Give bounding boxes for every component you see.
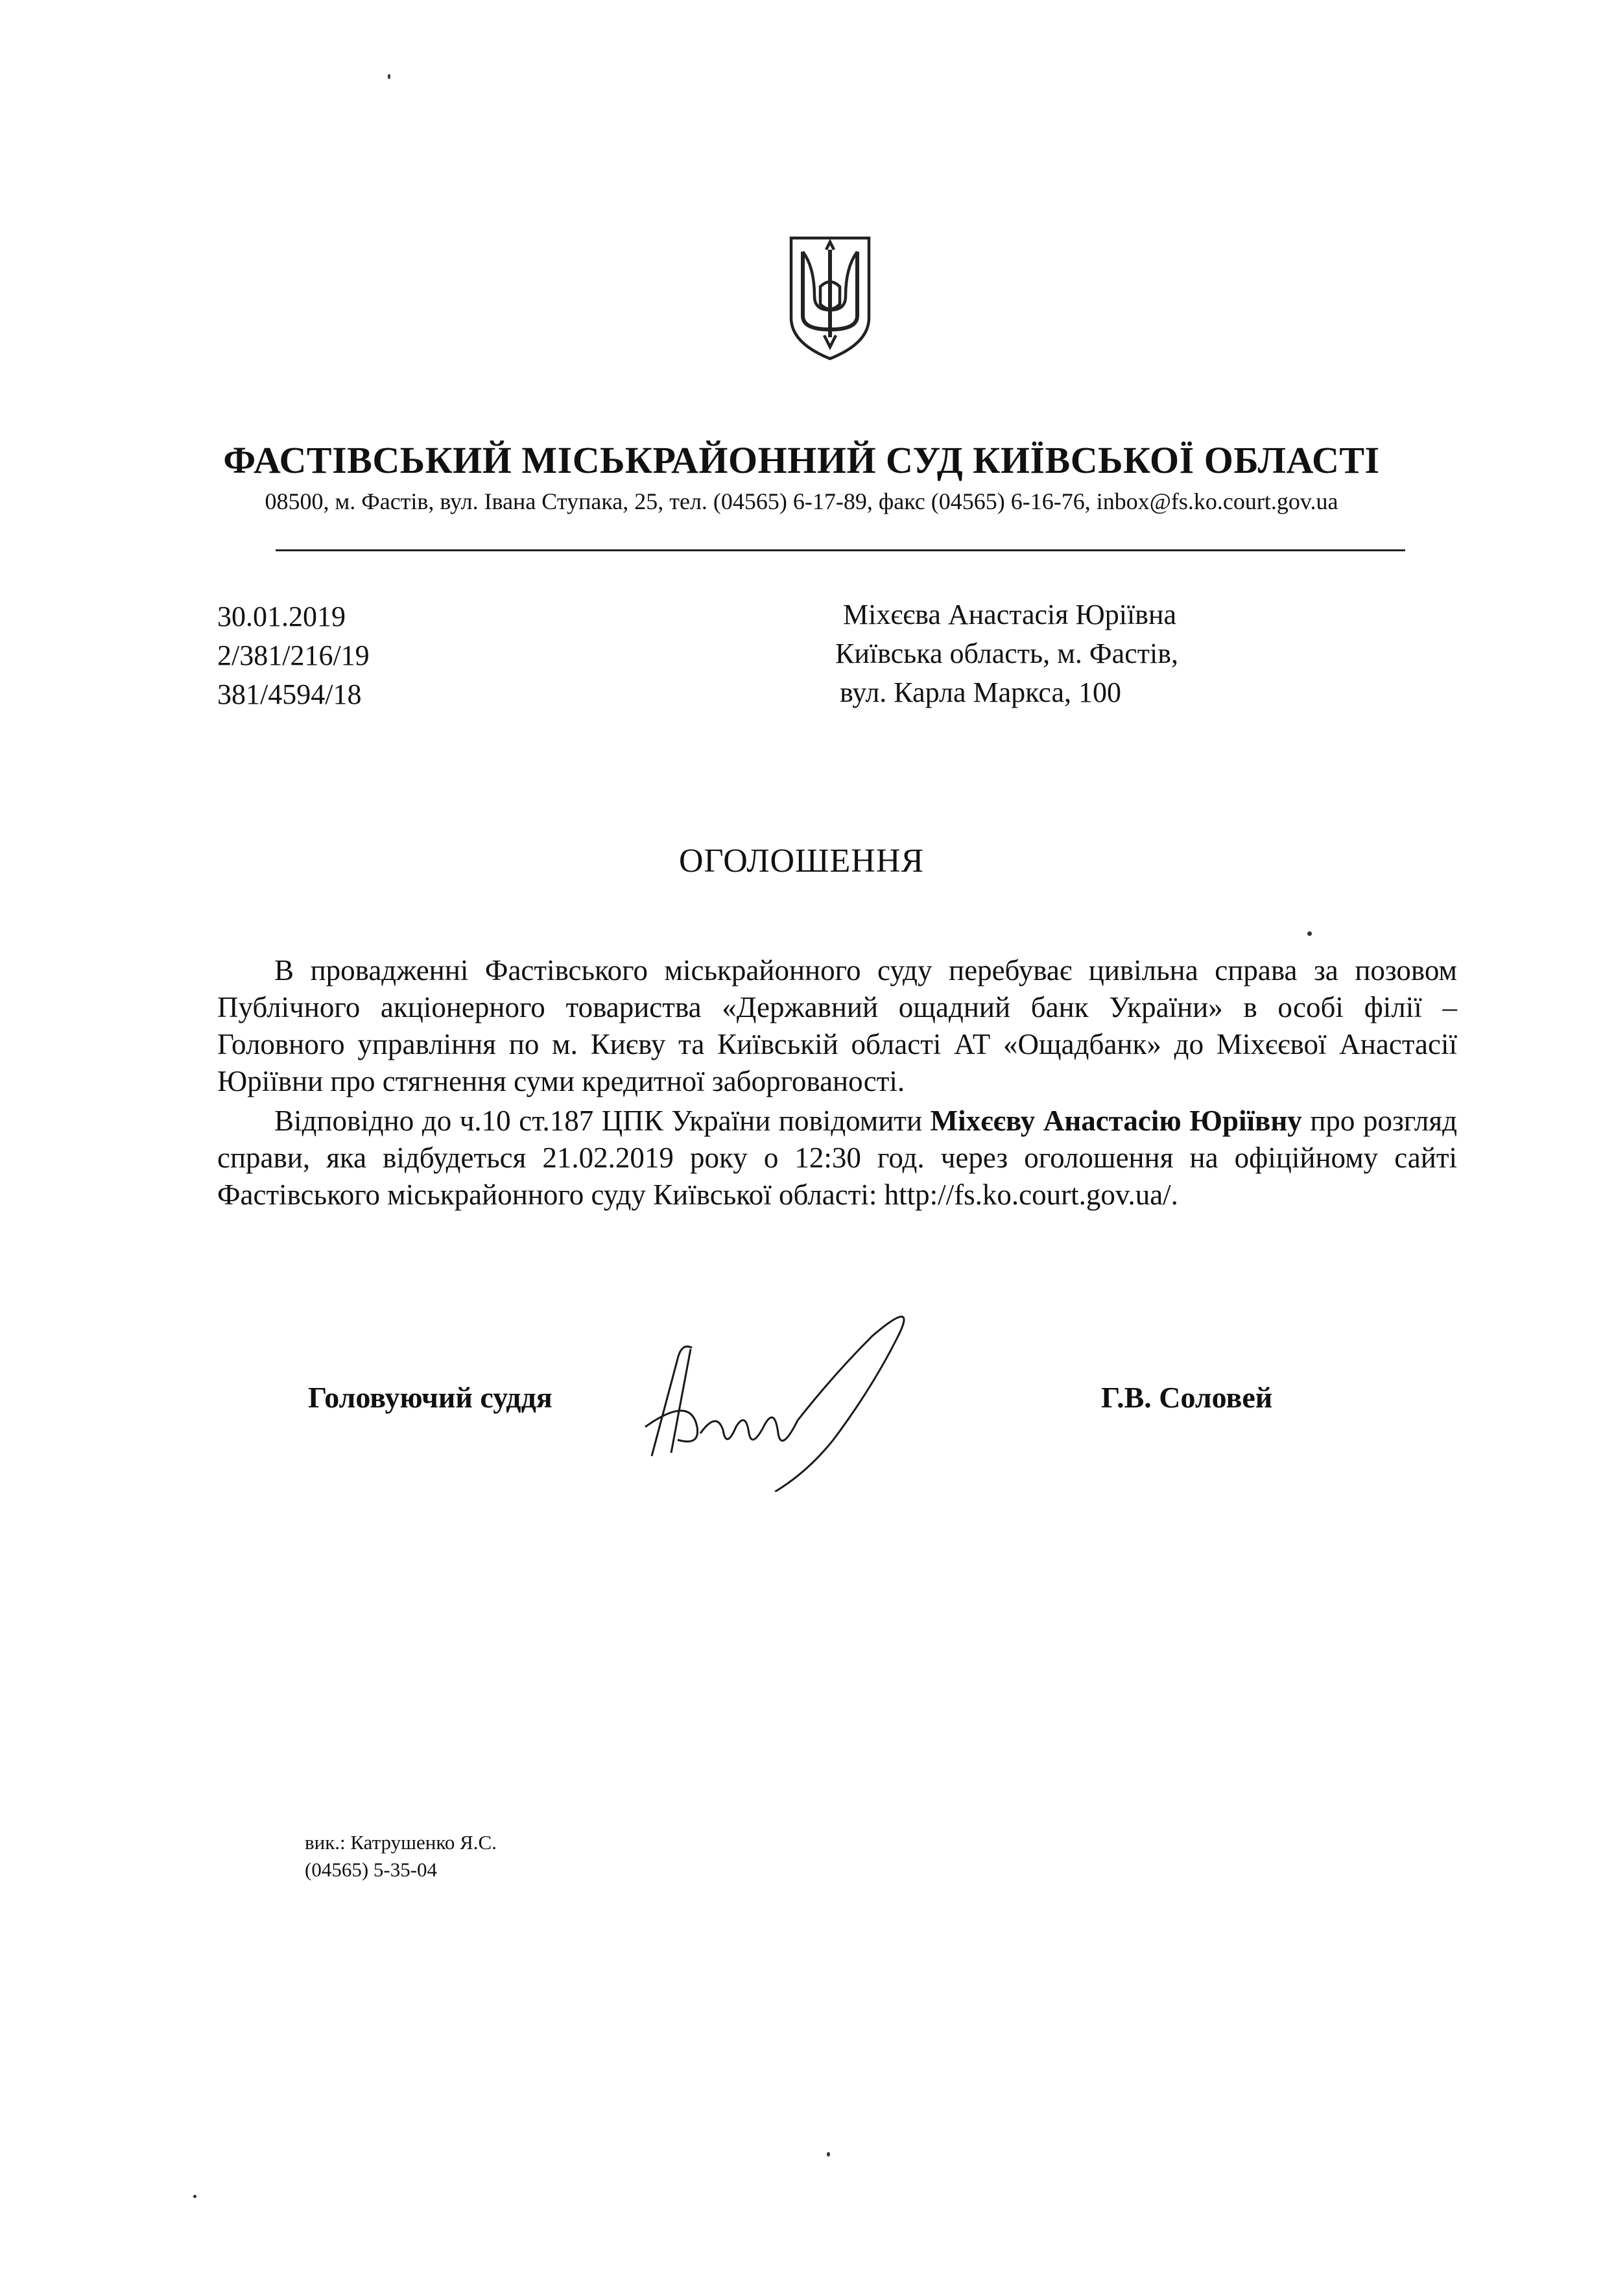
executor-name: вик.: Катрушенко Я.С. (305, 1831, 497, 1854)
notice-title: ОГОЛОШЕННЯ (678, 843, 925, 879)
scan-speck (827, 2152, 830, 2157)
recipient-street: вул. Карла Маркса, 100 (840, 676, 1122, 708)
proceeding-number: 381/4594/18 (217, 678, 362, 710)
handwritten-signature (639, 1297, 937, 1492)
court-name-heading: ФАСТІВСЬКИЙ МІСЬКРАЙОННИЙ СУД КИЇВСЬКОЇ ОБЛАСТІ (223, 439, 1380, 481)
recipient-region: Київська область, м. Фастів, (835, 638, 1178, 669)
defendant-name-bold: Міхєєву Анастасію Юріївну (930, 1105, 1302, 1137)
paragraph-text: про розгляд справи, яка відбудеться 21.02.2019 року о 12:30 год. через оголошення на офіційному сайті Фастівського міськрайонного суду Київської області: http://fs.ko.court.gov.ua/. (217, 1105, 1457, 1211)
notice-paragraph: В провадженні Фастівського міськрайонного суду перебуває цивільна справа за позовом Публічного акціонерного товариства «Державний ощадний банк України» в особі філії – Головного управління по м. Києву та Київській області АТ «Ощадбанк» до Міхєєвої Анастасії Юріївни про стягнення суми кредитної заборгованості. (217, 954, 1457, 1097)
scan-speck (193, 2195, 196, 2198)
judge-name: Г.В. Соловей (1101, 1381, 1273, 1414)
paragraph-text: Відповідно до ч.10 ст.187 ЦПК України повідомити (274, 1105, 931, 1137)
recipient-name: Міхєєва Анастасія Юріївна (843, 599, 1177, 630)
notice-paragraph (217, 1103, 1457, 1214)
case-number: 2/381/216/19 (217, 640, 370, 671)
outgoing-date: 30.01.2019 (217, 601, 346, 632)
court-address-line: 08500, м. Фастів, вул. Івана Ступака, 25, тел. (04565) 6-17-89, факс (04565) 6-16-76, inbox@fs.ko.court.gov.ua (265, 488, 1338, 514)
scan-speck (388, 74, 390, 79)
scan-speck (1307, 931, 1312, 936)
ukraine-trident-emblem-icon (781, 228, 879, 365)
executor-phone: (04565) 5-35-04 (305, 1858, 438, 1881)
signatory-role: Головуючий суддя (308, 1381, 552, 1414)
header-divider (276, 549, 1405, 551)
